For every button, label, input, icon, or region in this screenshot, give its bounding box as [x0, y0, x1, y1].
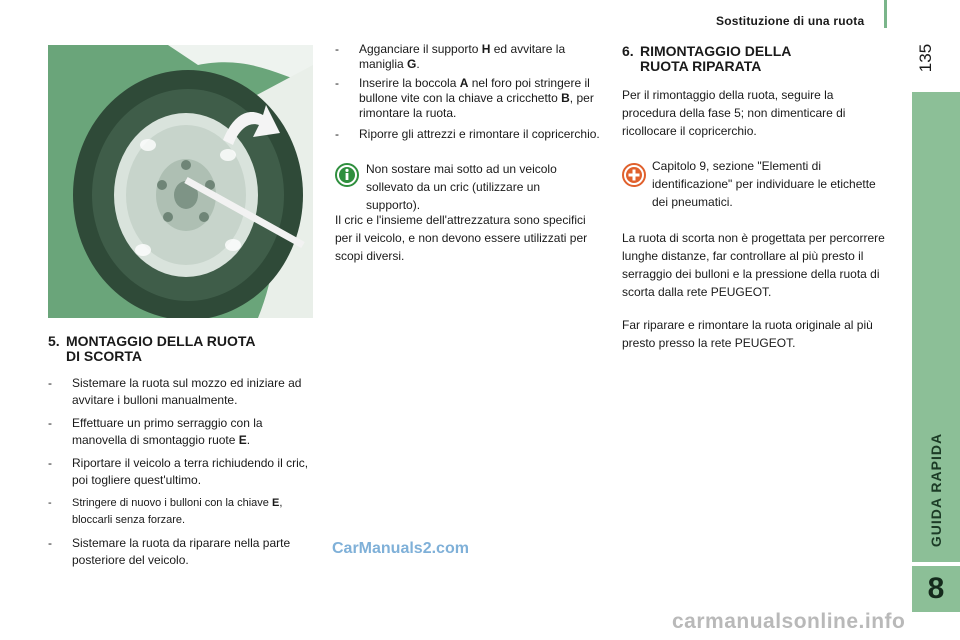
section-6-paragraph-2: La ruota di scorta non è progettata per percorrere lunghe distanze, far controllare al più presto il serraggio dei bulloni e la pressione della ruota di scorta dalla rete PEUGEOT. — [622, 231, 885, 299]
watermark-carmanualsonline: carmanualsonline.info — [672, 610, 906, 633]
header-divider — [884, 0, 887, 28]
list-item: - Sistemare la ruota da riparare nella parte posteriore del veicolo. — [48, 535, 318, 569]
list-item: - Effettuare un primo serraggio con la manovella di smontaggio ruote E. — [48, 415, 318, 449]
reference-note: Capitolo 9, sezione "Elementi di identificazione" per individuare le etichette dei pneumatici. — [652, 159, 876, 209]
section-5-heading: 5. MONTAGGIO DELLA RUOTA DI SCORTA — [48, 333, 256, 364]
list-item: - Riporre gli attrezzi e rimontare il copricerchio. — [335, 125, 600, 143]
section-6-heading: 6. RIMONTAGGIO DELLA RUOTA RIPARATA — [622, 43, 792, 74]
section-6-paragraph-3: Far riparare e rimontare la ruota originale al più presto presso la rete PEUGEOT. — [622, 318, 873, 350]
section-title: Sostituzione di una ruota — [716, 14, 865, 28]
side-tab-label: GUIDA RAPIDA — [928, 432, 944, 548]
list-item: - Inserire la boccola A nel foro poi stringere il bullone vite con la chiave a cricchetto B, per rimontare la ruota. — [335, 76, 600, 121]
equipment-paragraph: Il cric e l'insieme dell'attrezzatura sono specifici per il veicolo, e non devono essere utilizzati per scopi diversi. — [335, 213, 588, 263]
chapter-number: 8 — [912, 562, 960, 612]
wheel-drawing — [48, 45, 313, 318]
section-5-steps — [48, 375, 318, 575]
info-icon — [335, 163, 359, 187]
section-6-paragraph-1: Per il rimontaggio della ruota, seguire la procedura della fase 5; non dimenticare di ricollocare il copricerchio. — [622, 88, 846, 138]
list-item: - Riportare il veicolo a terra richiudendo il cric, poi togliere quest'ultimo. — [48, 455, 318, 489]
plus-icon — [622, 163, 646, 187]
wheel-illustration — [48, 45, 313, 318]
info-note: Non sostare mai sotto ad un veicolo sollevato da un cric (utilizzare un supporto). — [366, 162, 557, 212]
middle-steps — [335, 42, 600, 149]
page-number: 135 — [916, 43, 935, 73]
list-item: - Stringere di nuovo i bulloni con la chiave E, bloccarli senza forzare. — [48, 495, 318, 529]
watermark-carmanuals2: CarManuals2.com — [332, 540, 469, 557]
list-item: - Agganciare il supporto H ed avvitare la maniglia G. — [335, 42, 600, 72]
list-item: - Sistemare la ruota sul mozzo ed iniziare ad avvitare i bulloni manualmente. — [48, 375, 318, 409]
